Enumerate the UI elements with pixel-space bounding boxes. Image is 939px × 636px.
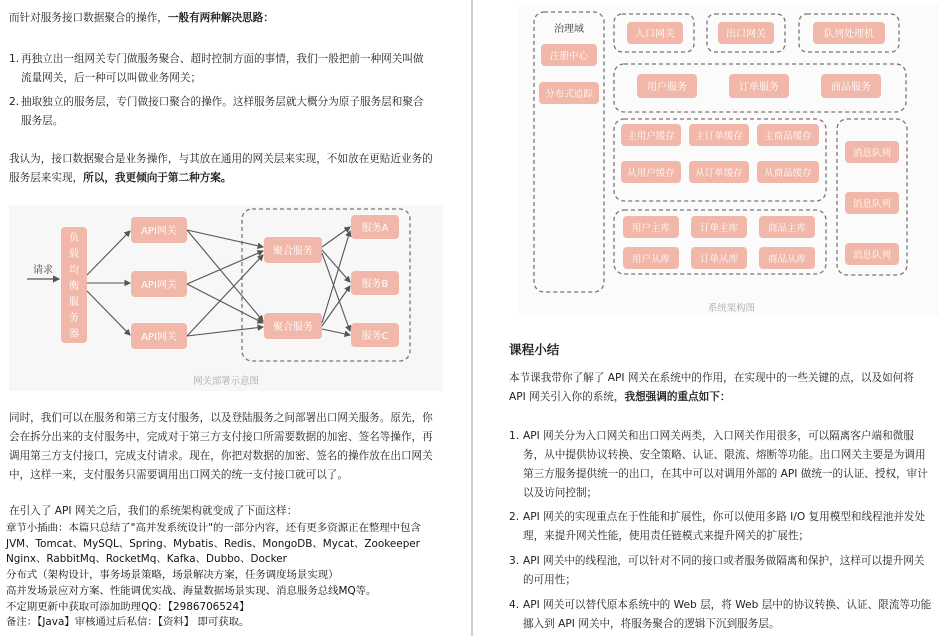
message-queue-label: 消息队列 (852, 199, 892, 210)
promo-block (6, 521, 421, 631)
system-architecture-diagram (519, 4, 939, 316)
figure-caption: 网关部署示意图 (193, 376, 259, 387)
list-item: API 网关可以替代原本系统中的 Web 层，将 Web 层中的协议转换、认证、限流等功能 挪入到 API 网关中，将服务聚合的逻辑下沉到服务层。 (523, 599, 932, 630)
governance-label: 治理域 (554, 24, 584, 35)
tracing-label: 分布式追踪 (545, 89, 593, 100)
promo-line: 分布式（架构设计，事务场景策略，场景解决方案，任务调度场景实现） (6, 569, 339, 582)
section-heading: 课程小结 (509, 342, 560, 357)
service-label: 服务B (361, 279, 389, 290)
cache-label: 从用户缓存 (627, 168, 675, 179)
list-item: 抽取独立的服务层，专门做接口聚合的操作。这样服务层就大概分为原子服务层和聚合 服务层。 (21, 96, 424, 127)
cache-label: 主订单缓存 (695, 131, 743, 142)
system-architecture-figure (519, 4, 939, 316)
service-label: 用户服务 (647, 82, 687, 93)
database-label: 用户从库 (631, 254, 671, 265)
api-gateway-label: API网关 (141, 226, 177, 237)
svg-text:器: 器 (69, 329, 79, 340)
database-label: 用户主库 (631, 223, 671, 234)
intro-paragraph: 而针对服务接口数据聚合的操作，一般有两种解决思路： (9, 12, 274, 24)
list-number: 2. (9, 96, 20, 108)
egress-gateway-label: 出口网关 (726, 29, 766, 40)
ingress-gateway-label: 入口网关 (635, 29, 675, 40)
promo-line: 不定期更新中获取可添加助理QQ：【2986706524】 (6, 600, 250, 613)
list-number: 2. (509, 511, 520, 523)
service-label: 订单服务 (739, 82, 779, 93)
page-divider (471, 0, 473, 636)
promo-line: JVM、Tomcat、MySQL、Spring、Mybatis、Redis、MongoDB、Mycat、Zookeeper (6, 537, 420, 550)
list-item: API 网关中的线程池，可以针对不同的接口或者服务做隔离和保护，这样可以提升网关 的可用性； (523, 555, 925, 586)
svg-text:衡: 衡 (69, 281, 79, 292)
promo-line: 高并发场景应对方案、性能调优实战、海量数据场景实现、消息服务总线MQ等。 (6, 584, 377, 597)
promo-line: 备注：【Java】审核通过后私信：【资料】 即可获取。 (6, 616, 250, 629)
queue-processor-label: 队列处理机 (824, 29, 874, 40)
cache-label: 从订单缓存 (695, 168, 743, 179)
promo-line: Nginx、RabbitMq、RocketMq、Kafka、Dubbo、Docker (6, 553, 287, 566)
promo-line: 章节小插曲：本篇只总结了"高并发系统设计"的一部分内容，还有更多资源正在整理中包含 (6, 522, 421, 534)
service-label: 服务A (361, 223, 389, 234)
message-queue-label: 消息队列 (852, 250, 892, 261)
database-label: 订单主库 (699, 223, 739, 234)
svg-text:服: 服 (69, 297, 79, 308)
list-item: API 网关分为入口网关和出口网关两类，入口网关作用很多，可以隔离客户端和微服 务，从中提供协议转换、安全策略、认证、限流、熔断等功能。出口网关主要是为调用 第三方服务提供统一的出口，在其中可以对调用外部的 API 做统一的认证、授权，审计 以及访问控制； (523, 430, 928, 499)
svg-text:载: 载 (69, 249, 79, 260)
list-number: 1. (9, 53, 20, 65)
database-label: 订单从库 (699, 254, 739, 265)
list-number: 3. (509, 555, 520, 567)
gateway-deployment-figure (9, 205, 443, 391)
message-queue-label: 消息队列 (852, 148, 892, 159)
svg-text:均: 均 (69, 265, 79, 276)
opinion-paragraph: 我认为，接口数据聚合是业务操作，与其放在通用的网关层来实现，不如放在更贴近业务的 服务层来实现，所以，我更倾向于第二种方案。 (9, 153, 433, 184)
architecture-intro: 在引入了 API 网关之后，我们的系统架构就变成了下面这样： (9, 505, 298, 517)
summary-paragraph: 本节课我带你了解了 API 网关在系统中的作用，在实现中的一些关键的点，以及如何将 API 网关引入你的系统，我想强调的重点如下： (509, 372, 914, 403)
svg-text:负: 负 (69, 233, 79, 244)
registry-label: 注册中心 (549, 51, 589, 62)
svg-text:务: 务 (69, 313, 79, 324)
aggregation-service-label: 聚合服务 (273, 322, 313, 333)
list-item: API 网关的实现重点在于性能和扩展性，你可以使用多路 I/O 复用模型和线程池并发处 理，来提升网关性能，使用责任链模式来提升网关的扩展性； (523, 511, 926, 542)
api-gateway-label: API网关 (141, 280, 177, 291)
service-label: 服务C (361, 331, 389, 342)
database-label: 商品主库 (767, 223, 807, 234)
cache-label: 主商品缓存 (764, 131, 812, 142)
list-item: 再独立出一组网关专门做服务聚合、超时控制方面的事情，我们一般把前一种网关叫做 流量网关，后一种可以叫做业务网关； (21, 53, 424, 84)
request-label: 请求 (33, 265, 53, 276)
cache-label: 主用户缓存 (627, 131, 675, 142)
figure-caption: 系统架构图 (708, 303, 755, 314)
database-label: 商品从库 (767, 254, 807, 265)
aggregation-service-label: 聚合服务 (273, 246, 313, 257)
cache-label: 从商品缓存 (764, 168, 812, 179)
list-number: 4. (509, 599, 520, 611)
gateway-deployment-diagram (9, 205, 443, 391)
egress-gateway-paragraph: 同时，我们可以在服务和第三方支付服务，以及登陆服务之间部署出口网关服务。原先，你 会在拆分出来的支付服务中，完成对于第三方支付接口所需要数据的加密、签名等操作，再 调用第三方支付接口，完成支付请求。现在，你把对数据的加密、签名的操作放在出口网关 中，这样一来，支付服务只需要调用出口网关的统一支付接口就可以了。 (9, 412, 433, 481)
service-label: 商品服务 (831, 82, 871, 93)
list-number: 1. (509, 430, 520, 442)
api-gateway-label: API网关 (141, 332, 177, 343)
